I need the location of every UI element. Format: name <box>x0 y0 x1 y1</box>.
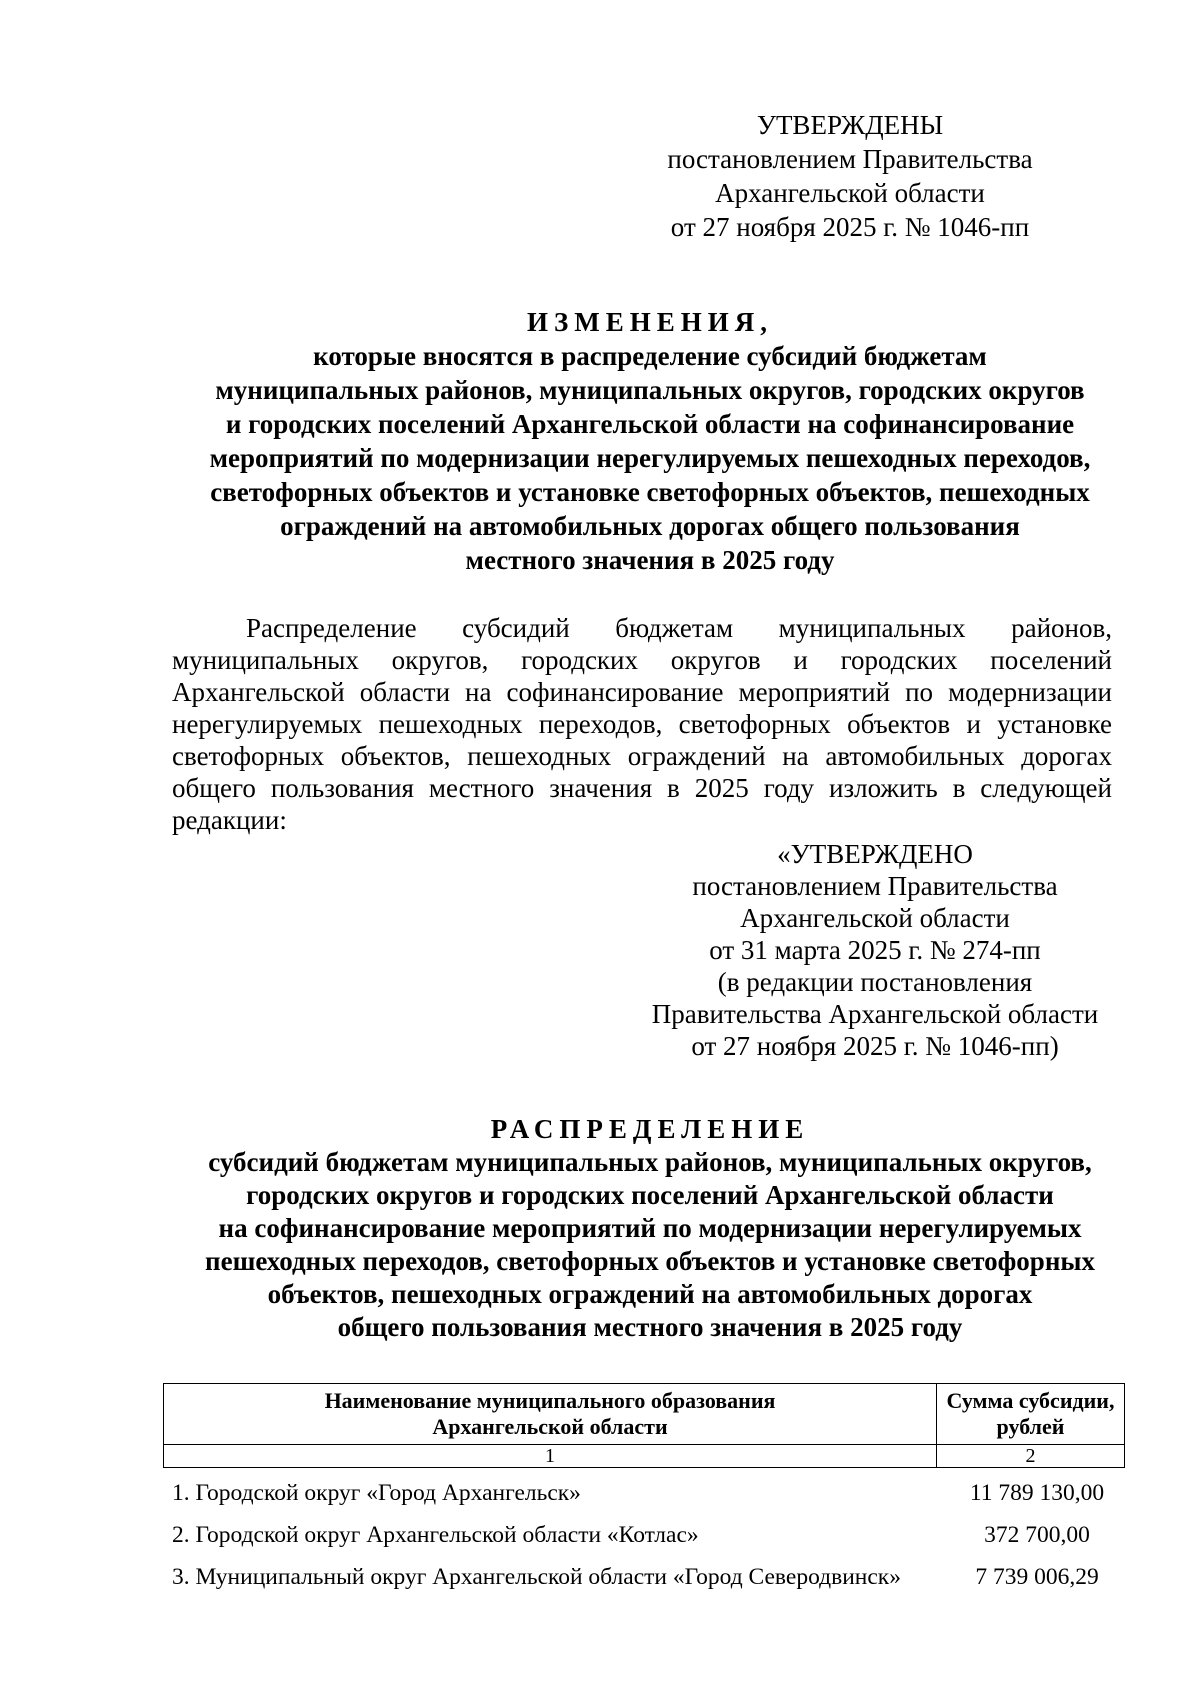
column-header-amount-line: рублей <box>996 1414 1065 1439</box>
changes-subtitle-line: светофорных объектов и установке светофорных объектов, пешеходных <box>210 477 1090 507</box>
column-number-2: 2 <box>937 1445 1125 1468</box>
table-row <box>172 1480 1132 1522</box>
approval2-line: Правительства Архангельской области <box>651 999 1099 1029</box>
distribution-subtitle-line: объектов, пешеходных ограждений на автомобильных дорогах <box>267 1279 1033 1309</box>
approval-title: УТВЕРЖДЕНЫ <box>756 110 944 140</box>
distribution-subtitle-line: городских округов и городских поселений Архангельской области <box>246 1180 1054 1210</box>
column-number-1: 1 <box>164 1445 937 1468</box>
municipality-name: 2. Городской округ Архангельской области «Котлас» <box>172 1522 699 1548</box>
approval2-block <box>630 838 1120 1062</box>
approval2-line: постановлением Правительства <box>692 871 1058 901</box>
column-header-name <box>164 1384 937 1445</box>
approval-line: Архангельской области <box>715 178 985 208</box>
approval2-line: (в редакции постановления <box>717 967 1033 997</box>
column-header-name-line: Архангельской области <box>432 1414 668 1439</box>
changes-subtitle-line: которые вносятся в распределение субсидий бюджетам <box>313 341 987 371</box>
distribution-title: РАСПРЕДЕЛЕНИЕ <box>490 1114 810 1144</box>
distribution-subtitle-line: субсидий бюджетам муниципальных районов, муниципальных округов, <box>208 1147 1092 1177</box>
approval2-line: «УТВЕРЖДЕНО <box>777 839 973 869</box>
changes-subtitle-line: муниципальных районов, муниципальных округов, городских округов <box>215 375 1085 405</box>
changes-heading <box>160 305 1140 577</box>
approval2-line: от 31 марта 2025 г. № 274-пп <box>709 935 1041 965</box>
subsidy-amount: 11 789 130,00 <box>969 1480 1105 1506</box>
table-rows <box>172 1480 1132 1606</box>
subsidy-amount: 372 700,00 <box>984 1522 1090 1548</box>
changes-subtitle-line: ограждений на автомобильных дорогах общего пользования <box>280 511 1020 541</box>
changes-subtitle-line: мероприятий по модернизации нерегулируемых пешеходных переходов, <box>209 443 1091 473</box>
distribution-subtitle-line: общего пользования местного значения в 2025 году <box>337 1312 963 1342</box>
approval2-line: Архангельской области <box>740 903 1010 933</box>
changes-subtitle-line: и городских поселений Архангельской области на софинансирование <box>225 409 1075 439</box>
subsidy-amount: 7 739 006,29 <box>975 1564 1099 1590</box>
column-header-name-line: Наименование муниципального образования <box>324 1388 776 1413</box>
distribution-heading <box>160 1113 1140 1344</box>
distribution-subtitle-line: на софинансирование мероприятий по модернизации нерегулируемых <box>218 1213 1082 1243</box>
approval-line: от 27 ноября 2025 г. № 1046-пп <box>670 212 1030 242</box>
changes-title: ИЗМЕНЕНИЯ, <box>526 307 773 337</box>
table-row <box>172 1564 1132 1606</box>
approval-block <box>660 108 1040 244</box>
body-paragraph: Распределение субсидий бюджетам муниципальных районов, муниципальных округов, городских округов и городских поселений Архангельской области на софинансирование мероприятий по модернизации нерегулируемых пешеходных переходов, светофорных объектов и установке светофорных объектов, пешеходных ограждений на автомобильных дорогах общего пользования местного значения в 2025 году изложить в следующей редакции: <box>172 613 1112 835</box>
approval2-line: от 27 ноября 2025 г. № 1046-пп) <box>691 1031 1059 1061</box>
municipality-name: 1. Городской округ «Город Архангельск» <box>172 1480 581 1506</box>
column-header-amount <box>937 1384 1125 1445</box>
table-header-row <box>164 1384 1125 1445</box>
distribution-subtitle-line: пешеходных переходов, светофорных объектов и установке светофорных <box>205 1246 1095 1276</box>
table-row <box>172 1522 1132 1564</box>
changes-subtitle-line: местного значения в 2025 году <box>465 545 835 575</box>
municipality-name: 3. Муниципальный округ Архангельской области «Город Северодвинск» <box>172 1564 901 1590</box>
column-header-amount-line: Сумма субсидии, <box>946 1388 1115 1413</box>
approval-line: постановлением Правительства <box>667 144 1033 174</box>
table-number-row <box>164 1445 1125 1468</box>
distribution-table-header <box>163 1383 1125 1468</box>
